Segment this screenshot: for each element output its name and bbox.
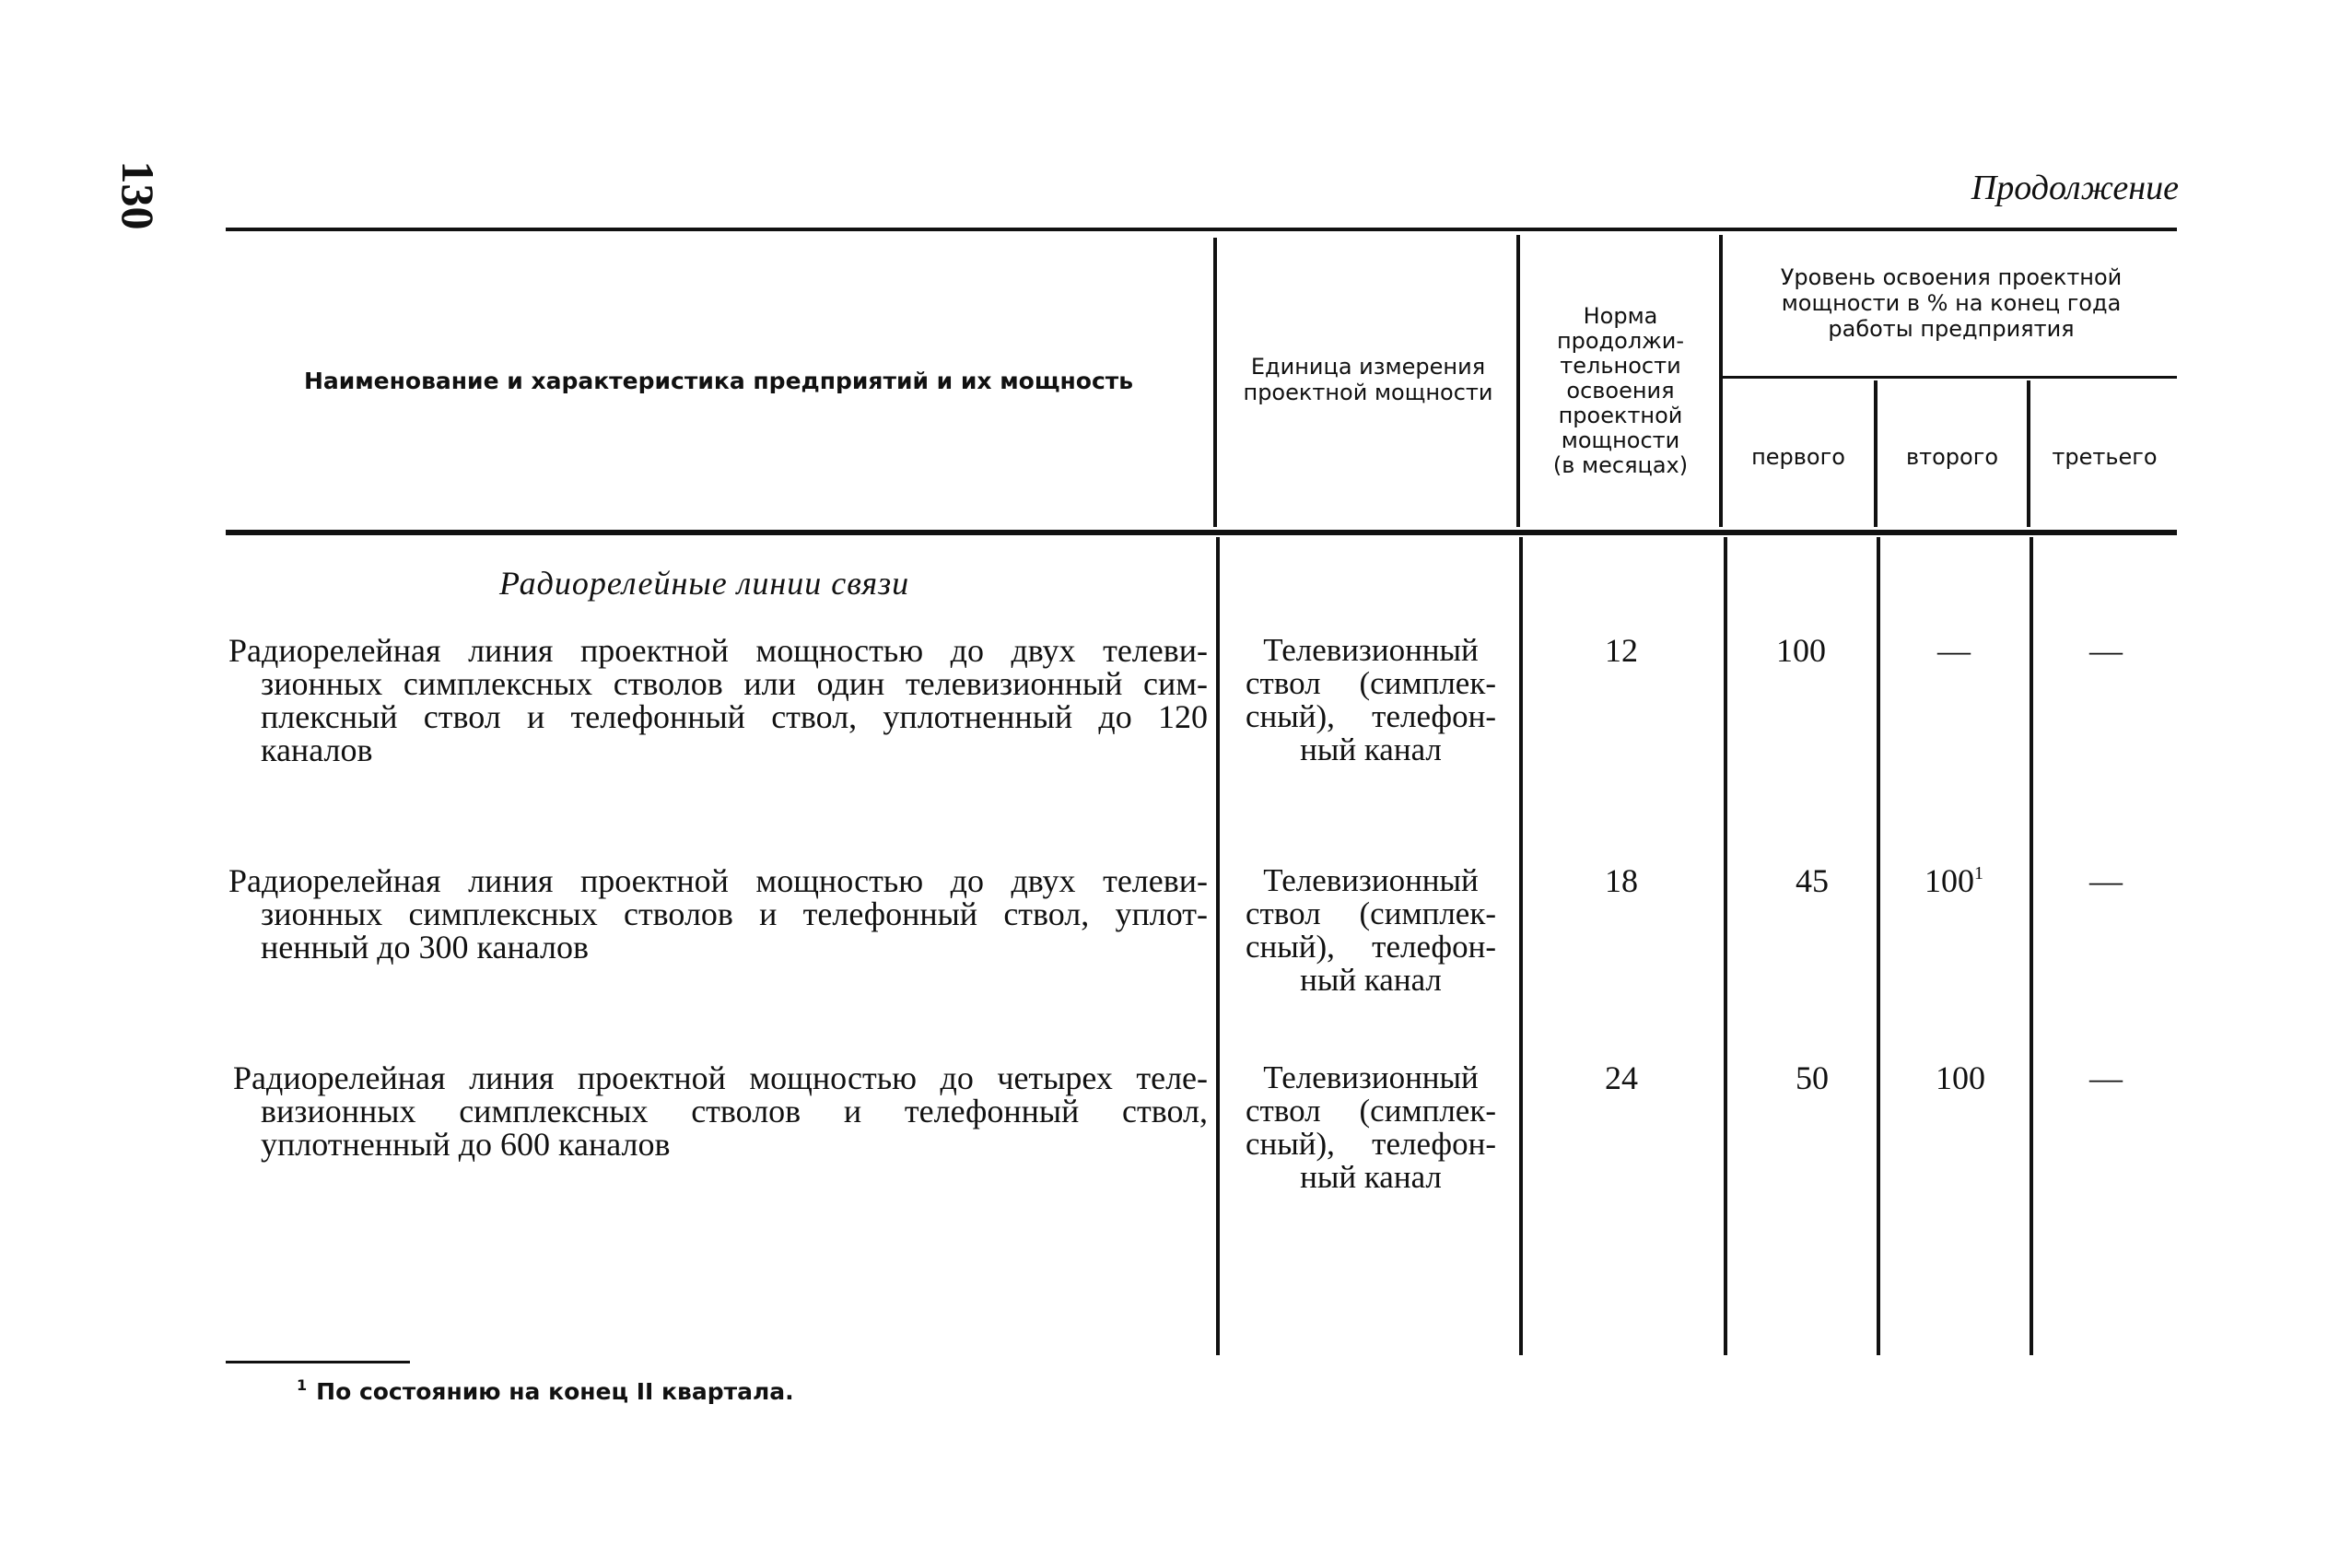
header-year-third: третьего: [2052, 444, 2158, 470]
row-name-line: Радиорелейная линия проектной мощностью до двух телеви-: [228, 862, 1208, 899]
row-second: [1882, 864, 2026, 897]
footnote-mark: 1: [297, 1376, 308, 1394]
row-first: 100: [1776, 632, 1826, 669]
header-norm: [1525, 304, 1716, 478]
footnote-rule: [226, 1361, 410, 1363]
row-name-line: зионных симплексных стволов или один телевизионный сим-: [261, 665, 1208, 702]
row-second-value: 100: [1936, 1059, 1985, 1096]
row-name-line: Радиорелейная линия проектной мощностью до двух телеви-: [228, 632, 1208, 669]
table-row-name: [228, 1061, 1208, 1161]
page-number: 130: [112, 160, 164, 230]
col-divider-1: [1213, 238, 1217, 527]
row-unit-line: сный), телефон-: [1246, 1126, 1496, 1162]
row-unit-line: сный), телефон-: [1246, 698, 1496, 734]
col-divider-5-body: [2030, 537, 2033, 1355]
header-year-first: первого: [1751, 444, 1845, 470]
row-name-line: Радиорелейная линия проектной мощностью до четырех теле-: [233, 1059, 1208, 1096]
col-divider-4: [1874, 380, 1878, 527]
continuation-label: Продолжение: [1971, 169, 2179, 207]
row-name-line: уплотненный до 600 каналов: [261, 1126, 671, 1163]
header-norm-line: (в месяцах): [1552, 452, 1689, 478]
row-third: —: [2089, 862, 2123, 899]
row-norm: 24: [1605, 1059, 1638, 1096]
header-unit-line: Единица измерения: [1250, 354, 1486, 380]
header-unit: [1225, 354, 1511, 405]
header-norm-line: продолжи-: [1556, 328, 1685, 354]
header-norm-line: освоения: [1566, 378, 1675, 404]
header-year-second: второго: [1905, 444, 1999, 470]
row-name-line: зионных симплексных стволов и телефонный ствол, уплот-: [261, 895, 1208, 932]
footnote-text: По состоянию на конец II квартала.: [316, 1378, 794, 1405]
row-unit-line: ствол (симплек-: [1246, 895, 1496, 931]
row-third: —: [2089, 632, 2123, 669]
header-level-line: работы предприятия: [1828, 316, 2075, 342]
row-second: [1882, 634, 2026, 667]
row-unit: [1246, 634, 1496, 766]
header-norm-line: тельности: [1560, 353, 1681, 379]
table-row-name: [228, 864, 1208, 964]
header-norm-line: мощности: [1561, 427, 1680, 453]
row-name-line: визионных симплексных стволов и телефонный ствол,: [261, 1093, 1208, 1129]
col-divider-1-body: [1216, 537, 1220, 1355]
row-norm: 18: [1605, 862, 1638, 899]
col-divider-3: [1719, 235, 1723, 527]
row-second-value: —: [1937, 632, 1971, 669]
header-norm-line: проектной: [1558, 403, 1683, 428]
row-first: 45: [1796, 862, 1829, 899]
table-row-name: [228, 634, 1208, 766]
level-subheader-rule: [1723, 376, 2177, 379]
col-divider-2: [1516, 235, 1520, 527]
row-unit: [1246, 1061, 1496, 1194]
header-level-line: Уровень освоения проектной: [1780, 264, 2123, 290]
row-unit-line: Телевизионный: [1263, 862, 1479, 898]
col-divider-2-body: [1519, 537, 1523, 1355]
row-unit-line: Телевизионный: [1263, 1059, 1479, 1095]
col-divider-4-body: [1877, 537, 1880, 1355]
header-level: [1728, 264, 2174, 342]
col-divider-5: [2027, 380, 2030, 527]
row-name-line: плексный ствол и телефонный ствол, уплотненный до 120: [261, 698, 1208, 735]
row-unit-line: ствол (симплек-: [1246, 665, 1496, 701]
row-unit-line: ствол (симплек-: [1246, 1093, 1496, 1129]
row-third: —: [2089, 1059, 2123, 1096]
header-level-line: мощности в % на конец года: [1781, 290, 2122, 316]
row-unit-line: сный), телефон-: [1246, 929, 1496, 965]
row-second: [1882, 1061, 2039, 1094]
row-first: 50: [1796, 1059, 1829, 1096]
section-title: Радиорелейные линии связи: [499, 565, 910, 602]
col-divider-3-body: [1724, 537, 1727, 1355]
row-unit-line: Телевизионный: [1263, 632, 1479, 668]
row-unit-line: ный канал: [1300, 962, 1442, 998]
footnote: [297, 1376, 794, 1405]
header-norm-line: Норма: [1583, 303, 1658, 329]
row-unit: [1246, 864, 1496, 997]
footnote-ref: 1: [1974, 863, 1983, 883]
header-name: Наименование и характеристика предприятий и их мощность: [303, 368, 1134, 394]
table-top-rule: [226, 228, 2177, 231]
row-unit-line: ный канал: [1300, 1159, 1442, 1195]
row-second-value: 100: [1924, 862, 1974, 899]
header-bottom-rule: [226, 530, 2177, 535]
row-unit-line: ный канал: [1300, 731, 1442, 767]
header-unit-line: проектной мощности: [1243, 380, 1493, 405]
row-name-line: ненный до 300 каналов: [261, 929, 589, 965]
row-norm: 12: [1605, 632, 1638, 669]
row-name-line: каналов: [261, 731, 373, 768]
